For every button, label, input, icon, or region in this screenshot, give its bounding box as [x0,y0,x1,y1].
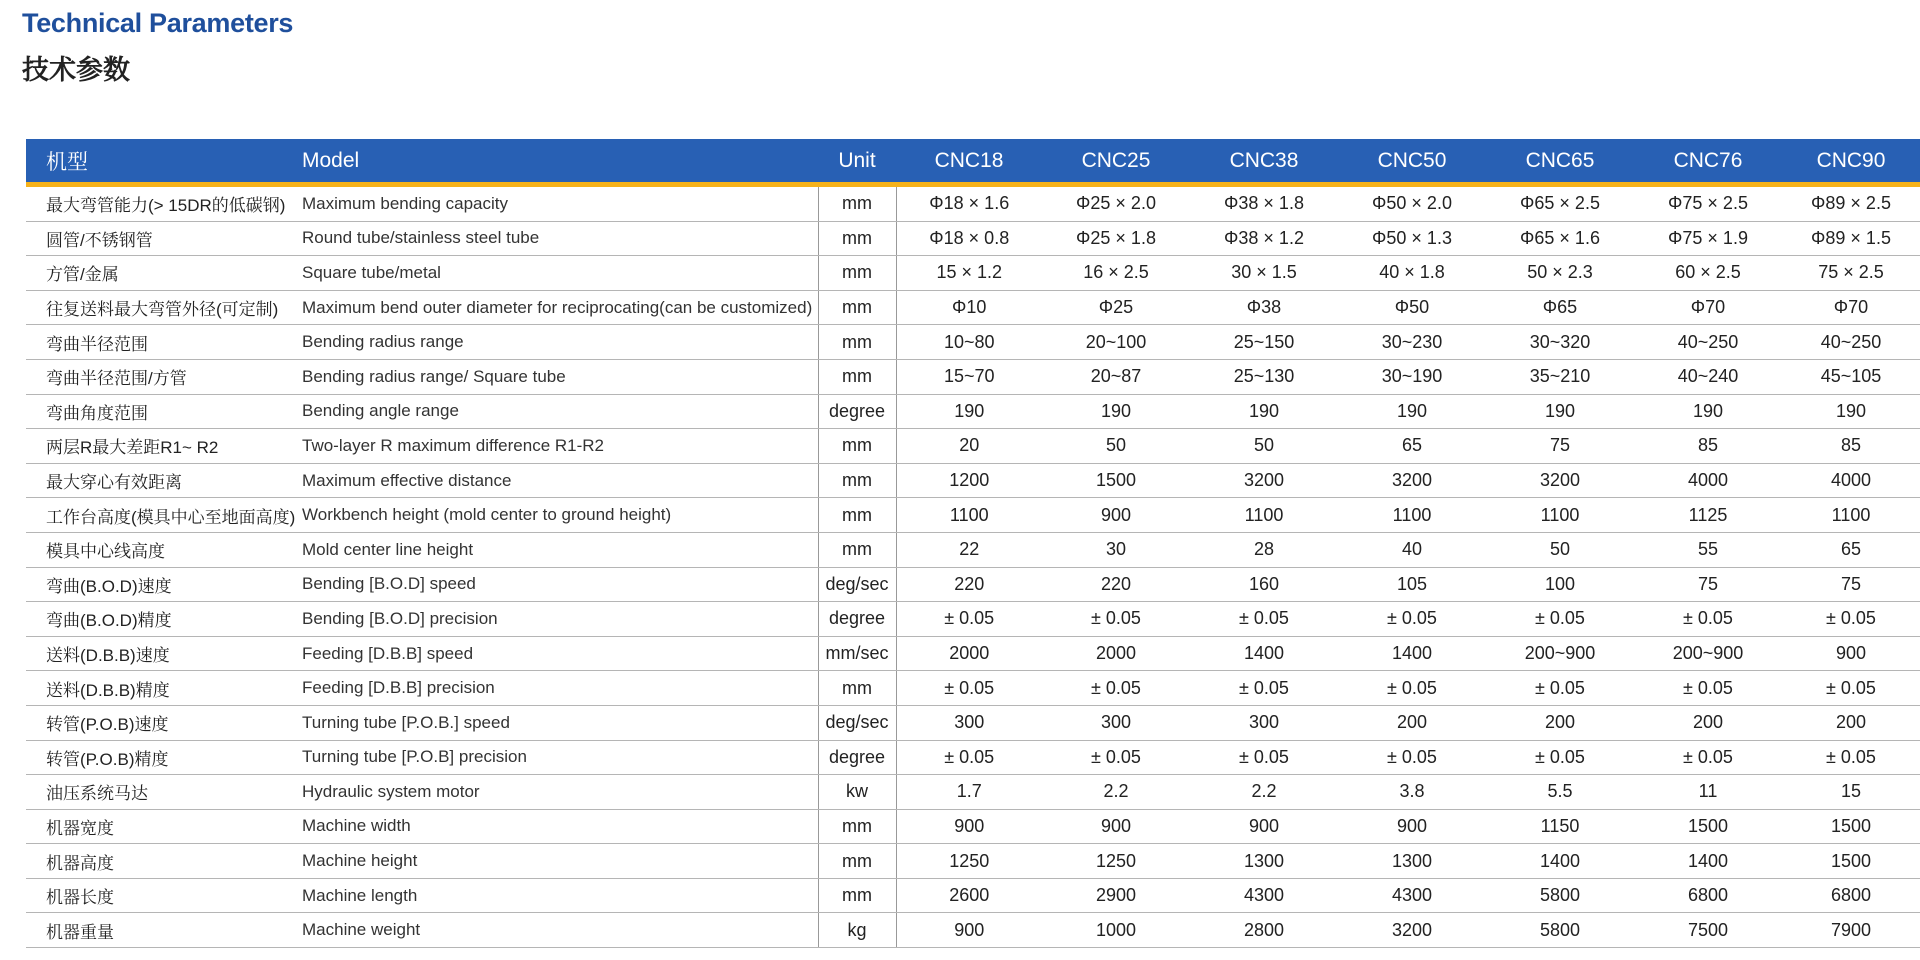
parameter-value-cnc38: 190 [1190,394,1338,429]
page-title: Technical Parameters [22,8,294,38]
parameter-value-cnc38: 30 × 1.5 [1190,256,1338,291]
parameter-unit: mm [818,498,896,533]
parameter-value-cnc18: 2000 [896,636,1042,671]
parameter-value-cnc65: 30~320 [1486,325,1634,360]
parameter-value-cnc18: 1200 [896,463,1042,498]
parameter-name-cn: 方管/金属 [26,256,302,291]
parameter-value-cnc76: Φ70 [1634,290,1782,325]
parameter-value-cnc90: 40~250 [1782,325,1920,360]
parameter-value-cnc38: 2.2 [1190,775,1338,810]
parameter-value-cnc25: Φ25 × 1.8 [1042,221,1190,256]
parameter-value-cnc90: 15 [1782,775,1920,810]
parameter-value-cnc25: 2.2 [1042,775,1190,810]
parameter-value-cnc50: 3200 [1338,913,1486,948]
parameter-value-cnc50: 200 [1338,705,1486,740]
parameter-value-cnc25: 900 [1042,498,1190,533]
parameter-value-cnc65: 200~900 [1486,636,1634,671]
parameter-value-cnc50: 3.8 [1338,775,1486,810]
header-model-cnc38: CNC38 [1190,139,1338,185]
parameter-unit: mm [818,878,896,913]
parameter-value-cnc50: Φ50 [1338,290,1486,325]
parameter-value-cnc90: 85 [1782,429,1920,464]
parameter-value-cnc65: ± 0.05 [1486,602,1634,637]
parameter-value-cnc50: 1300 [1338,844,1486,879]
parameter-unit: kg [818,913,896,948]
parameter-name-cn: 工作台高度(模具中心至地面高度) [26,498,302,533]
parameter-value-cnc90: 4000 [1782,463,1920,498]
parameter-value-cnc38: 160 [1190,567,1338,602]
parameter-value-cnc76: 60 × 2.5 [1634,256,1782,291]
parameter-value-cnc65: 100 [1486,567,1634,602]
parameter-value-cnc50: Φ50 × 1.3 [1338,221,1486,256]
parameter-value-cnc38: 25~130 [1190,359,1338,394]
parameter-value-cnc25: 50 [1042,429,1190,464]
table-row [26,394,1920,429]
parameter-value-cnc38: 28 [1190,532,1338,567]
parameter-value-cnc65: Φ65 × 1.6 [1486,221,1634,256]
parameter-value-cnc90: ± 0.05 [1782,740,1920,775]
parameter-value-cnc25: Φ25 [1042,290,1190,325]
parameter-value-cnc18: ± 0.05 [896,602,1042,637]
parameter-value-cnc50: 3200 [1338,463,1486,498]
parameter-value-cnc18: 1250 [896,844,1042,879]
parameter-value-cnc38: 1100 [1190,498,1338,533]
parameter-value-cnc50: 40 × 1.8 [1338,256,1486,291]
parameter-unit: mm [818,256,896,291]
parameter-value-cnc25: 1000 [1042,913,1190,948]
parameter-value-cnc38: 300 [1190,705,1338,740]
table-row [26,221,1920,256]
parameter-value-cnc65: 50 × 2.3 [1486,256,1634,291]
parameter-name-en: Bending angle range [302,394,818,429]
header-model-cnc65: CNC65 [1486,139,1634,185]
parameter-value-cnc18: ± 0.05 [896,740,1042,775]
parameter-value-cnc65: 1100 [1486,498,1634,533]
parameter-value-cnc90: Φ89 × 2.5 [1782,185,1920,222]
parameter-name-en: Machine height [302,844,818,879]
parameter-value-cnc76: 1400 [1634,844,1782,879]
parameter-value-cnc38: ± 0.05 [1190,671,1338,706]
parameter-value-cnc50: 190 [1338,394,1486,429]
parameter-value-cnc76: ± 0.05 [1634,671,1782,706]
parameter-value-cnc76: 7500 [1634,913,1782,948]
parameter-value-cnc90: 1500 [1782,844,1920,879]
parameter-value-cnc18: 300 [896,705,1042,740]
table-row [26,567,1920,602]
parameter-unit: degree [818,602,896,637]
parameter-value-cnc38: 1400 [1190,636,1338,671]
table-row [26,256,1920,291]
parameter-unit: degree [818,740,896,775]
table-row [26,878,1920,913]
parameter-value-cnc65: 75 [1486,429,1634,464]
parameter-name-cn: 弯曲半径范围/方管 [26,359,302,394]
parameter-value-cnc38: Φ38 [1190,290,1338,325]
table-row [26,185,1920,222]
parameter-value-cnc50: 1100 [1338,498,1486,533]
parameter-value-cnc25: 1500 [1042,463,1190,498]
parameter-name-cn: 往复送料最大弯管外径(可定制) [26,290,302,325]
parameter-value-cnc76: 40~250 [1634,325,1782,360]
parameter-value-cnc50: ± 0.05 [1338,740,1486,775]
parameter-value-cnc25: 2000 [1042,636,1190,671]
parameter-name-cn: 弯曲(B.O.D)精度 [26,602,302,637]
parameter-unit: mm/sec [818,636,896,671]
parameter-value-cnc65: ± 0.05 [1486,740,1634,775]
parameter-value-cnc90: 45~105 [1782,359,1920,394]
parameter-value-cnc25: 900 [1042,809,1190,844]
parameter-value-cnc25: Φ25 × 2.0 [1042,185,1190,222]
parameter-value-cnc76: 1500 [1634,809,1782,844]
parameter-value-cnc76: ± 0.05 [1634,602,1782,637]
parameter-value-cnc38: 25~150 [1190,325,1338,360]
parameter-value-cnc76: 200~900 [1634,636,1782,671]
parameter-value-cnc90: 6800 [1782,878,1920,913]
parameter-name-cn: 机器重量 [26,913,302,948]
table-row [26,844,1920,879]
parameter-value-cnc25: 220 [1042,567,1190,602]
parameter-value-cnc18: 1.7 [896,775,1042,810]
parameter-name-cn: 转管(P.O.B)速度 [26,705,302,740]
parameter-value-cnc50: ± 0.05 [1338,602,1486,637]
parameter-name-cn: 机器高度 [26,844,302,879]
parameter-value-cnc25: 2900 [1042,878,1190,913]
parameter-value-cnc50: 105 [1338,567,1486,602]
parameter-name-cn: 送料(D.B.B)精度 [26,671,302,706]
parameter-value-cnc65: 1150 [1486,809,1634,844]
parameter-name-en: Turning tube [P.O.B.] speed [302,705,818,740]
parameter-name-en: Feeding [D.B.B] speed [302,636,818,671]
table-row [26,913,1920,948]
parameter-value-cnc18: 15~70 [896,359,1042,394]
table-row [26,671,1920,706]
parameter-value-cnc25: 16 × 2.5 [1042,256,1190,291]
parameter-name-en: Machine weight [302,913,818,948]
parameter-value-cnc65: 50 [1486,532,1634,567]
parameter-name-cn: 最大弯管能力(> 15DR的低碳钢) [26,185,302,222]
parameter-value-cnc38: ± 0.05 [1190,602,1338,637]
parameter-value-cnc18: Φ10 [896,290,1042,325]
parameter-name-en: Machine length [302,878,818,913]
header-model-cnc76: CNC76 [1634,139,1782,185]
parameter-name-en: Hydraulic system motor [302,775,818,810]
parameter-value-cnc65: Φ65 [1486,290,1634,325]
parameter-name-en: Workbench height (mold center to ground height) [302,498,818,533]
parameter-value-cnc38: 3200 [1190,463,1338,498]
parameter-name-en: Bending [B.O.D] precision [302,602,818,637]
parameter-value-cnc65: 5.5 [1486,775,1634,810]
parameter-name-en: Bending radius range/ Square tube [302,359,818,394]
parameter-value-cnc25: 20~87 [1042,359,1190,394]
table-row [26,636,1920,671]
parameter-unit: mm [818,290,896,325]
parameter-name-en: Round tube/stainless steel tube [302,221,818,256]
header-cn: 机型 [26,139,302,185]
parameter-value-cnc18: 1100 [896,498,1042,533]
parameter-name-cn: 机器长度 [26,878,302,913]
parameter-name-cn: 两层R最大差距R1~ R2 [26,429,302,464]
parameter-value-cnc50: 65 [1338,429,1486,464]
parameter-value-cnc18: 20 [896,429,1042,464]
parameter-value-cnc76: 40~240 [1634,359,1782,394]
parameter-unit: mm [818,185,896,222]
table-row [26,809,1920,844]
parameter-value-cnc76: Φ75 × 1.9 [1634,221,1782,256]
parameter-value-cnc50: 1400 [1338,636,1486,671]
parameter-value-cnc18: ± 0.05 [896,671,1042,706]
parameter-name-en: Maximum effective distance [302,463,818,498]
parameter-name-en: Feeding [D.B.B] precision [302,671,818,706]
parameter-value-cnc50: 30~190 [1338,359,1486,394]
parameter-value-cnc65: Φ65 × 2.5 [1486,185,1634,222]
parameter-value-cnc65: 190 [1486,394,1634,429]
parameter-unit: mm [818,844,896,879]
parameter-value-cnc25: 20~100 [1042,325,1190,360]
parameter-value-cnc65: 3200 [1486,463,1634,498]
table-row [26,532,1920,567]
parameter-name-cn: 转管(P.O.B)精度 [26,740,302,775]
parameter-value-cnc18: 15 × 1.2 [896,256,1042,291]
parameter-value-cnc90: 75 [1782,567,1920,602]
parameter-value-cnc65: 5800 [1486,913,1634,948]
header-model-cnc50: CNC50 [1338,139,1486,185]
parameter-value-cnc18: 900 [896,913,1042,948]
parameter-value-cnc90: 1500 [1782,809,1920,844]
header-model-cnc90: CNC90 [1782,139,1920,185]
parameter-name-cn: 最大穿心有效距离 [26,463,302,498]
parameter-value-cnc65: 1400 [1486,844,1634,879]
parameter-value-cnc76: Φ75 × 2.5 [1634,185,1782,222]
parameter-value-cnc76: 6800 [1634,878,1782,913]
parameter-name-en: Turning tube [P.O.B] precision [302,740,818,775]
parameter-value-cnc38: 50 [1190,429,1338,464]
parameter-unit: mm [818,671,896,706]
table-row [26,325,1920,360]
parameter-unit: mm [818,429,896,464]
parameter-value-cnc65: 5800 [1486,878,1634,913]
parameter-value-cnc50: 40 [1338,532,1486,567]
parameter-value-cnc90: 1100 [1782,498,1920,533]
parameter-name-cn: 机器宽度 [26,809,302,844]
parameter-unit: kw [818,775,896,810]
parameter-value-cnc90: 65 [1782,532,1920,567]
parameter-value-cnc18: 2600 [896,878,1042,913]
table-body [26,185,1920,948]
parameter-value-cnc76: 85 [1634,429,1782,464]
parameter-value-cnc50: ± 0.05 [1338,671,1486,706]
parameter-value-cnc50: 4300 [1338,878,1486,913]
table-row [26,705,1920,740]
parameter-unit: degree [818,394,896,429]
parameter-name-cn: 油压系统马达 [26,775,302,810]
parameter-value-cnc18: 220 [896,567,1042,602]
parameter-value-cnc38: 2800 [1190,913,1338,948]
table-row [26,359,1920,394]
parameter-value-cnc25: ± 0.05 [1042,740,1190,775]
parameter-value-cnc76: 11 [1634,775,1782,810]
parameter-value-cnc25: 30 [1042,532,1190,567]
parameter-value-cnc25: ± 0.05 [1042,671,1190,706]
parameter-value-cnc25: ± 0.05 [1042,602,1190,637]
parameter-value-cnc90: 7900 [1782,913,1920,948]
parameter-value-cnc76: 190 [1634,394,1782,429]
parameter-value-cnc90: ± 0.05 [1782,671,1920,706]
parameter-value-cnc38: 900 [1190,809,1338,844]
header-unit: Unit [818,139,896,185]
parameter-value-cnc38: 4300 [1190,878,1338,913]
parameter-value-cnc90: 190 [1782,394,1920,429]
table-row [26,775,1920,810]
parameter-value-cnc50: 900 [1338,809,1486,844]
parameter-value-cnc25: 190 [1042,394,1190,429]
parameter-value-cnc76: 4000 [1634,463,1782,498]
page-subtitle: 技术参数 [22,55,130,85]
parameter-unit: deg/sec [818,705,896,740]
parameter-name-en: Square tube/metal [302,256,818,291]
parameter-value-cnc65: ± 0.05 [1486,671,1634,706]
parameter-value-cnc18: 22 [896,532,1042,567]
parameter-value-cnc18: 190 [896,394,1042,429]
table-row [26,498,1920,533]
header-model-cnc25: CNC25 [1042,139,1190,185]
parameter-value-cnc90: 200 [1782,705,1920,740]
parameter-value-cnc50: Φ50 × 2.0 [1338,185,1486,222]
parameter-name-en: Two-layer R maximum difference R1-R2 [302,429,818,464]
parameter-value-cnc25: 1250 [1042,844,1190,879]
parameter-name-cn: 弯曲(B.O.D)速度 [26,567,302,602]
parameter-unit: mm [818,463,896,498]
parameter-value-cnc38: 1300 [1190,844,1338,879]
table-row [26,740,1920,775]
parameter-value-cnc76: ± 0.05 [1634,740,1782,775]
parameter-value-cnc18: Φ18 × 0.8 [896,221,1042,256]
parameter-name-en: Bending radius range [302,325,818,360]
parameter-name-en: Bending [B.O.D] speed [302,567,818,602]
parameter-value-cnc18: 10~80 [896,325,1042,360]
parameter-name-cn: 模具中心线高度 [26,532,302,567]
parameter-name-cn: 送料(D.B.B)速度 [26,636,302,671]
parameter-value-cnc90: ± 0.05 [1782,602,1920,637]
parameter-unit: mm [818,809,896,844]
parameter-value-cnc76: 1125 [1634,498,1782,533]
parameter-value-cnc90: 900 [1782,636,1920,671]
parameter-name-en: Maximum bend outer diameter for reciprocating(can be customized) [302,290,818,325]
table-header-row [26,139,1920,185]
parameter-name-en: Mold center line height [302,532,818,567]
parameter-value-cnc38: Φ38 × 1.8 [1190,185,1338,222]
parameter-unit: mm [818,221,896,256]
parameter-value-cnc65: 200 [1486,705,1634,740]
parameter-unit: mm [818,325,896,360]
parameter-value-cnc90: Φ89 × 1.5 [1782,221,1920,256]
parameter-value-cnc18: Φ18 × 1.6 [896,185,1042,222]
parameter-name-cn: 圆管/不锈钢管 [26,221,302,256]
table-row [26,290,1920,325]
header-model: Model [302,139,818,185]
header-model-cnc18: CNC18 [896,139,1042,185]
technical-parameters-table [26,139,1920,948]
parameter-unit: mm [818,359,896,394]
parameter-value-cnc38: Φ38 × 1.2 [1190,221,1338,256]
parameter-value-cnc38: ± 0.05 [1190,740,1338,775]
parameter-name-en: Machine width [302,809,818,844]
parameter-value-cnc25: 300 [1042,705,1190,740]
table-row [26,602,1920,637]
parameter-value-cnc76: 75 [1634,567,1782,602]
parameter-value-cnc18: 900 [896,809,1042,844]
parameter-value-cnc76: 200 [1634,705,1782,740]
parameter-value-cnc65: 35~210 [1486,359,1634,394]
parameter-value-cnc90: 75 × 2.5 [1782,256,1920,291]
parameter-name-cn: 弯曲角度范围 [26,394,302,429]
parameter-value-cnc90: Φ70 [1782,290,1920,325]
parameter-name-cn: 弯曲半径范围 [26,325,302,360]
table-row [26,463,1920,498]
parameter-name-en: Maximum bending capacity [302,185,818,222]
table-row [26,429,1920,464]
parameter-unit: deg/sec [818,567,896,602]
parameter-unit: mm [818,532,896,567]
parameter-value-cnc76: 55 [1634,532,1782,567]
parameter-value-cnc50: 30~230 [1338,325,1486,360]
